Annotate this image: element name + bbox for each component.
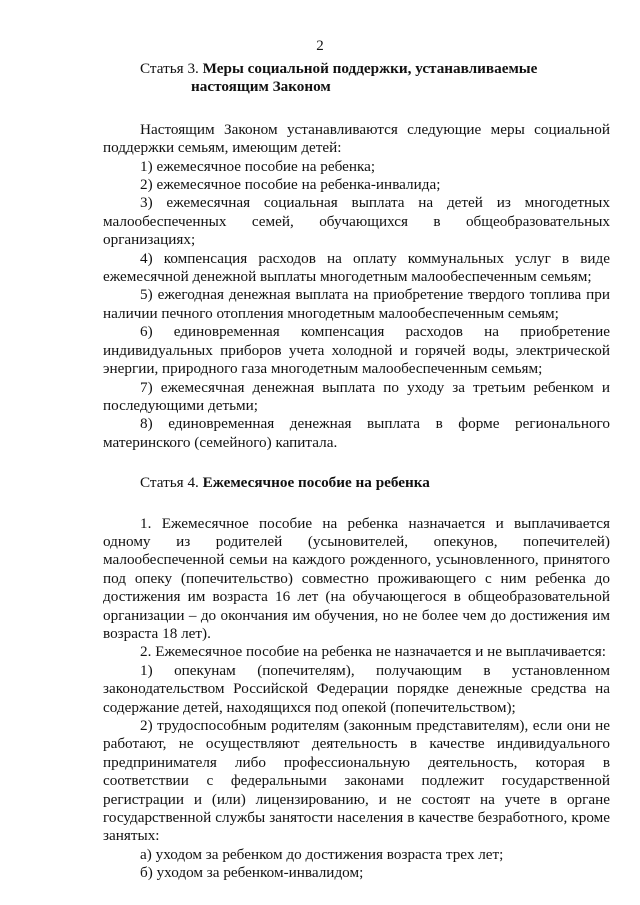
article-3-title-line2: настоящим Законом [191, 78, 331, 96]
article-3-item-3: 3) ежемесячная социальная выплата на детей из многодетных малообеспеченных семей, обучающихся в общеобразовательных организациях; [103, 194, 610, 249]
article-4-heading [103, 474, 610, 492]
article-3-item-1: 1) ежемесячное пособие на ребенка; [140, 157, 376, 175]
document-body [103, 60, 610, 883]
article-3-heading [103, 60, 610, 97]
article-3-item-6: 6) единовременная компенсация расходов на приобретение индивидуальных приборов учета холодной и горячей воды, электрической энергии, природного газа многодетным малообеспеченным семьям; [103, 323, 610, 378]
article-4-paragraph-2: 2. Ежемесячное пособие на ребенка не назначается и не выплачивается: [140, 643, 606, 661]
article-3-item-7: 7) ежемесячная денежная выплата по уходу за третьим ребенком и последующими детьми; [103, 378, 610, 414]
article-4-subitem-2a: а) уходом за ребенком до достижения возраста трех лет; [140, 845, 504, 863]
article-3-item-8: 8) единовременная денежная выплата в форме регионального материнского (семейного) капитала. [103, 415, 610, 451]
article-4-title: Ежемесячное пособие на ребенка [202, 474, 430, 492]
article-4-subitem-1: 1) опекунам (попечителям), получающим в установленном законодательством Российской Федерации порядке денежные средства на содержание детей, находящихся под опекой (попечительством); [103, 661, 610, 716]
article-4-subitem-2b: б) уходом за ребенком-инвалидом; [140, 864, 364, 882]
article-3-item-4: 4) компенсация расходов на оплату коммунальных услуг в виде ежемесячной денежной выплаты многодетным малообеспеченным семьям; [103, 249, 610, 286]
page-number: 2 [316, 38, 324, 54]
article-3-item-2: 2) ежемесячное пособие на ребенка-инвалида; [140, 176, 441, 194]
article-3-intro: Настоящим Законом устанавливаются следующие меры социальной поддержки семьям, имеющим детей: [103, 120, 610, 157]
article-4-paragraph-1: 1. Ежемесячное пособие на ребенка назначается и выплачивается одному из родителей (усыновителей, опекунов, попечителей) малообеспеченной семьи на каждого рожденного, усыновленного, принятого под опеку (попечительство) совместно проживающего с ним ребенка до достижения им возраста 16 лет (на обучающегося в общеобразовательной организации – до окончания им обучения, но не более чем до достижения им возраста 18 лет). [103, 514, 610, 642]
article-3-prefix: Статья 3. [140, 60, 199, 77]
article-3-title-line1: Меры социальной поддержки, устанавливаемые [202, 60, 538, 77]
article-3-item-5: 5) ежегодная денежная выплата на приобретение твердого топлива при наличии печного отопления многодетным малообеспеченным семьям; [103, 286, 610, 322]
article-4-prefix: Статья 4. [140, 474, 199, 492]
article-4-subitem-2: 2) трудоспособным родителям (законным представителям), если они не работают, не осуществляют деятельность в качестве индивидуального предпринимателя либо профессиональную деятельность, которая в соответствии с федеральными законами подлежит государственной регистрации и (или) лицензированию, и не состоят на учете в органе государственной службы занятости населения в качестве безработного, кроме занятых: [103, 717, 610, 845]
